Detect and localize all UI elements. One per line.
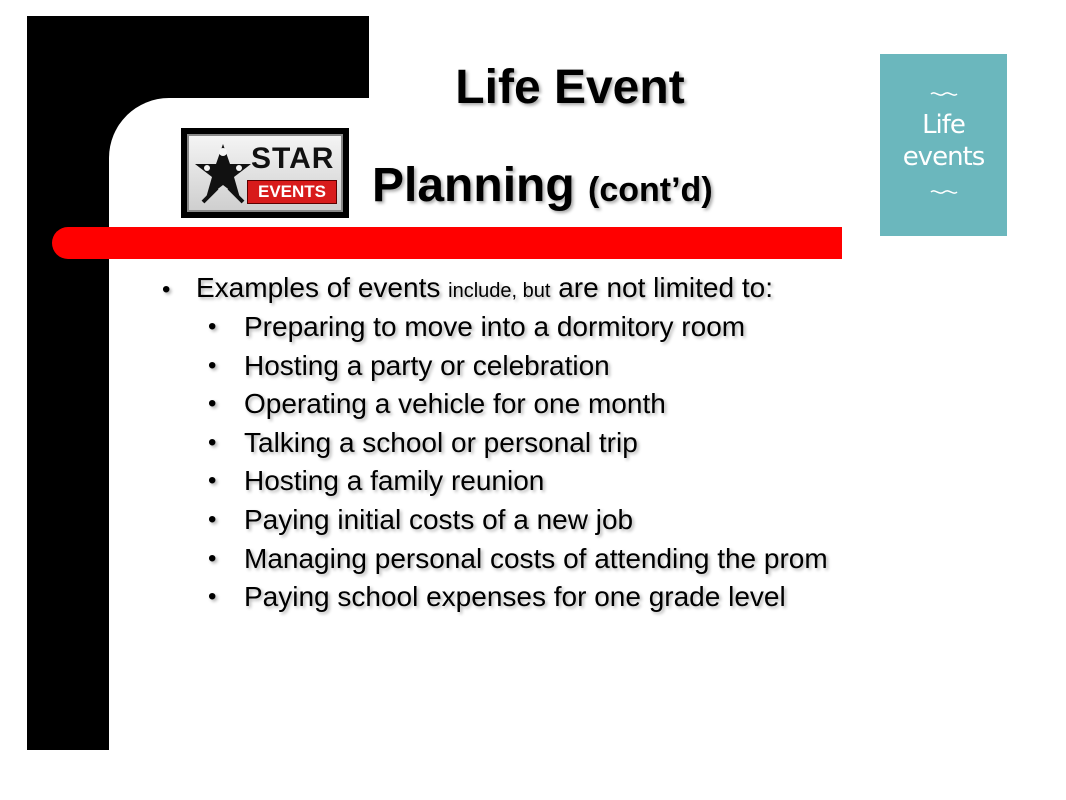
bullet-dot: •: [208, 505, 217, 533]
bullet-dot: •: [208, 544, 217, 572]
sub-bullet: [160, 578, 828, 617]
red-accent-bar: [52, 227, 842, 259]
sub-bullet-text: Operating a vehicle for one month: [244, 388, 666, 420]
sub-bullet-text: Managing personal costs of attending the prom: [244, 542, 828, 574]
sub-bullet: [160, 347, 828, 386]
star-events-logo: [181, 128, 349, 218]
swirl-bottom-icon: [929, 188, 959, 196]
sub-bullet: [160, 540, 828, 579]
sub-bullet: [160, 462, 828, 501]
bullet-dot: •: [162, 276, 171, 303]
bullet-list: [160, 272, 828, 617]
events-word: events: [902, 142, 985, 172]
bullet-dot: •: [208, 467, 217, 495]
events-word-badge: EVENTS: [247, 180, 337, 204]
star-figures-icon: [193, 140, 253, 212]
sub-bullet-text: Preparing to move into a dormitory room: [244, 311, 746, 342]
main-bullet-text-2: include, but: [448, 280, 551, 302]
bullet-dot: •: [208, 583, 217, 611]
sub-bullet-text: Paying school expenses for one grade level: [244, 581, 786, 613]
main-bullet-text-1: Examples of events: [196, 272, 449, 303]
sub-bullet-text: Hosting a party or celebration: [244, 349, 610, 381]
slide-title-line2: [372, 158, 713, 213]
swirl-top-icon: [929, 90, 959, 98]
frame-top-bar: [27, 16, 369, 98]
sub-bullet: [160, 424, 828, 463]
bullet-dot: •: [208, 313, 217, 340]
sub-bullet-text: Talking a school or personal trip: [244, 426, 638, 458]
bullet-dot: •: [208, 428, 217, 456]
slide-title-line1: Life Event: [455, 61, 685, 114]
bullet-dot: •: [208, 390, 217, 418]
bullet-dot: •: [208, 351, 217, 379]
main-bullet-text-3: are not limited to:: [550, 272, 773, 303]
sub-bullet-text: Hosting a family reunion: [244, 465, 545, 497]
sub-bullet: [160, 385, 828, 424]
slide-title-main: Planning: [372, 159, 575, 212]
slide-title-suffix: (cont’d): [588, 171, 713, 209]
frame-left-bar: [27, 16, 109, 750]
star-word: STAR: [251, 142, 335, 175]
sub-bullet-text: Paying initial costs of a new job: [244, 503, 634, 535]
life-events-logo: [880, 54, 1007, 236]
sub-bullet: [160, 501, 828, 540]
sub-bullet: [160, 308, 828, 347]
main-bullet: [160, 272, 828, 304]
star-events-logo-plate: [187, 134, 343, 212]
life-word: Life: [922, 110, 965, 140]
